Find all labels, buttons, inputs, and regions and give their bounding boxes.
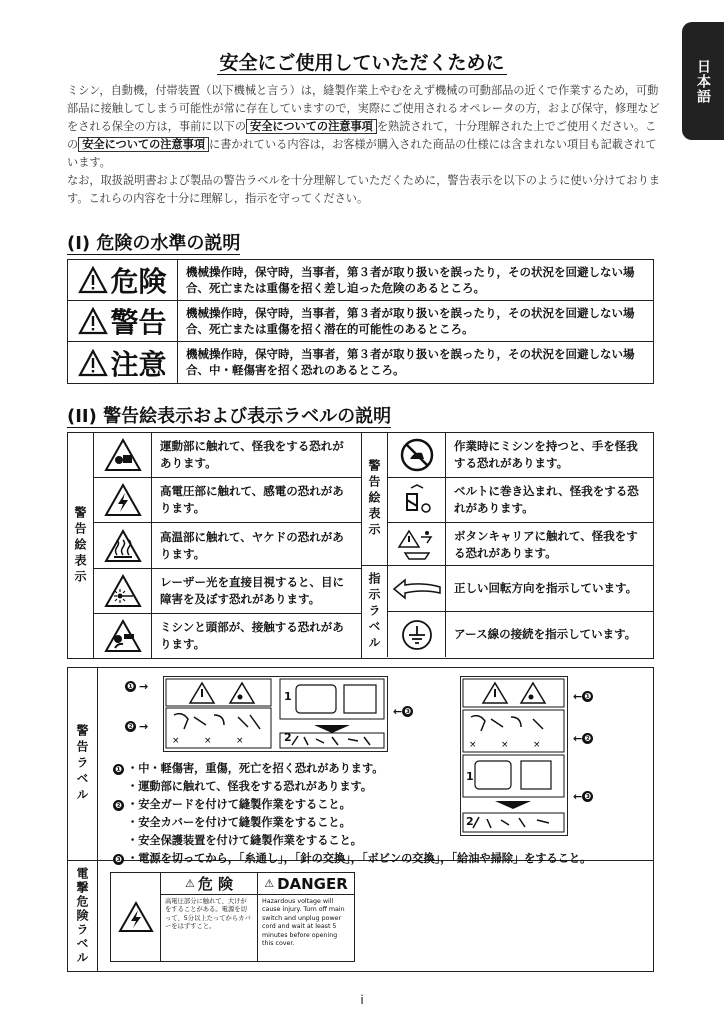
step-2-left: 2 bbox=[284, 731, 292, 744]
pictogram-row: 運動部に触れて、怪我をする恐れがあります。 bbox=[94, 433, 361, 478]
ground-icon bbox=[400, 618, 434, 652]
pictogram-category-label: 指示ラベル bbox=[362, 566, 388, 657]
danger-level-row bbox=[68, 260, 653, 301]
step-1-left: 1 bbox=[284, 690, 292, 703]
note-2-sub-1: ・安全カバーを付けて縫製作業をすること。 bbox=[127, 816, 351, 829]
safety-notes-box: 安全についての注意事項 bbox=[246, 119, 377, 134]
pictogram-row: ベルトに巻き込まれ、怪我をする恐れがあります。 bbox=[388, 478, 653, 523]
callout-1-right: ← ❶ bbox=[573, 690, 596, 703]
danger-level-text: 機械操作時，保守時，当事者，第３者が取り扱いを誤ったり，その状況を回避しない場合、死亡または重傷を招く潜在的可能性のあるところ。 bbox=[186, 306, 635, 336]
hot-surface-icon bbox=[103, 528, 143, 564]
warning-label-notes bbox=[113, 760, 591, 868]
pictogram-row: 高電圧部に触れて、感電の恐れがあります。 bbox=[94, 478, 361, 523]
pictogram-row: 高温部に触れて、ヤケドの恐れがあります。 bbox=[94, 523, 361, 568]
svg-text:×: × bbox=[204, 736, 212, 746]
pictogram-row: ミシンと頭部が、接触する恐れがあります。 bbox=[94, 614, 361, 658]
danger-level-label: 注意 bbox=[110, 347, 167, 381]
svg-text:×: × bbox=[172, 736, 180, 746]
rotation-arrow-icon bbox=[391, 576, 443, 602]
pictogram-row: 作業時にミシンを持つと、手を怪我する恐れがあります。 bbox=[388, 433, 653, 478]
section-1-heading: (I) 危険の水準の説明 bbox=[67, 233, 241, 254]
warning-triangle-icon bbox=[78, 266, 108, 294]
pictogram-category-label: 警告絵表示 bbox=[362, 433, 388, 565]
pictogram-table bbox=[67, 432, 654, 659]
pictogram-row: レーザー光を直接目視すると、目に障害を及ぼす恐れがあります。 bbox=[94, 569, 361, 614]
no-carry-icon bbox=[399, 437, 435, 473]
danger-level-label: 警告 bbox=[110, 306, 167, 339]
safety-notes-box: 安全についての注意事項 bbox=[78, 137, 209, 152]
note-3: ❸ ・電源を切ってから，「糸通し」，「針の交換」，「ボビンの交換」，「給油や掃除」をすること。 bbox=[113, 850, 591, 868]
danger-level-text: 機械操作時，保守時，当事者，第３者が取り扱いを誤ったり，その状況を回避しない場合、中・軽傷害を招く恐れのあるところ。 bbox=[186, 347, 635, 377]
danger-en-heading: DANGER bbox=[277, 874, 348, 893]
high-voltage-icon bbox=[117, 900, 155, 934]
warning-label-drawing-left bbox=[163, 676, 388, 752]
electric-shock-label: ⚠ 危 険 高電圧部分に触れて、大けがをすることがある。電源を切って、5分以上たってからカバーをはずすこと。 ⚠ DANGER Hazardous voltage will cause injury. Turn off main switch and unplug power cord and wait at least 5 minutes before opening this cover. bbox=[110, 872, 355, 962]
svg-text:×: × bbox=[469, 740, 477, 750]
warning-triangle-icon bbox=[78, 349, 108, 377]
danger-level-table bbox=[67, 259, 654, 384]
svg-text:×: × bbox=[533, 740, 541, 750]
note-2: ❷ ・安全ガードを付けて縫製作業をすること。 bbox=[113, 796, 591, 814]
callout-2-right: ← ❷ bbox=[573, 732, 596, 745]
danger-en-body: Hazardous voltage will cause injury. Turn off main switch and unplug power cord and wait at least 5 minutes before opening this cover. bbox=[262, 898, 345, 948]
danger-jp-body: 高電圧部分に触れて、大けがをすることがある。電源を切って、5分以上たってからカバーをはずすこと。 bbox=[165, 898, 251, 931]
high-voltage-icon bbox=[103, 482, 143, 518]
svg-text:×: × bbox=[236, 736, 244, 746]
warning-triangle-icon bbox=[78, 307, 108, 335]
section-2-heading: (II) 警告絵表示および表示ラベルの説明 bbox=[67, 406, 392, 427]
language-tab[interactable]: 日本語 bbox=[682, 22, 724, 140]
step-1-right: 1 bbox=[466, 770, 474, 783]
pictogram-row: 正しい回転方向を指示しています。 bbox=[388, 566, 653, 612]
danger-level-row bbox=[68, 301, 653, 342]
step-2-right: 2 bbox=[466, 815, 474, 828]
page-number: i bbox=[360, 993, 364, 1007]
callout-2-left: ❷ → bbox=[125, 720, 148, 733]
danger-level-label: 危険 bbox=[110, 265, 167, 298]
danger-jp-heading: 危 険 bbox=[197, 875, 234, 893]
warning-label-icons bbox=[164, 677, 386, 750]
note-2-sub-2: ・安全保護装置を付けて縫製作業をすること。 bbox=[127, 834, 362, 847]
callout-3-left: ← ❸ bbox=[393, 705, 416, 718]
laser-icon bbox=[103, 573, 143, 609]
danger-level-text: 機械操作時，保守時，当事者，第３者が取り扱いを誤ったり，その状況を回避しない場合、死亡または重傷を招く差し迫った危険のあるところ。 bbox=[186, 265, 635, 295]
callout-3-right: ← ❸ bbox=[573, 790, 596, 803]
intro-text: ミシン，自動機，付帯装置（以下機械と言う）は，縫製作業上やむをえず機械の可動部品の近くで作業するため，可動部品に接触してしまう可能性が常に存在していますので，実際にご使用されるオペレータの方，および保守，修理などをされる保全の方は，事前に以下の 安全についての注意事項 を熟読されて，十分理解された上でご使用ください。この 安全についての注意事項 に書かれている内容は，お客様が購入された商品の仕様には含まれない項目も記載されています。 なお，取扱説明書および製品の警告ラベルを十分理解していただくために，警告表示を以下のように使い分けております。これらの内容を十分に理解し，指示を守ってください。 bbox=[67, 84, 660, 205]
belt-icon bbox=[399, 482, 435, 518]
svg-text:×: × bbox=[501, 740, 509, 750]
danger-level-row bbox=[68, 342, 653, 383]
warning-label-category: 警告ラベル bbox=[68, 668, 98, 860]
pictogram-row: ボタンキャリアに触れて、怪我をする恐れがあります。 bbox=[388, 523, 653, 567]
electric-label-category: 電撃危険ラベル bbox=[68, 860, 98, 971]
pictogram-category-label: 警告絵表示 bbox=[68, 433, 94, 658]
note-1: ❶ ・中・軽傷害，重傷，死亡を招く恐れがあります。 bbox=[113, 760, 591, 778]
pictogram-row: アース線の接続を指示しています。 bbox=[388, 612, 653, 657]
note-1-sub: ・運動部に触れて、怪我をする恐れがあります。 bbox=[127, 780, 373, 793]
head-contact-icon bbox=[103, 618, 143, 654]
page-title: 安全にご使用していただくために bbox=[219, 52, 505, 74]
callout-1-left: ❶ → bbox=[125, 680, 148, 693]
button-carrier-icon bbox=[397, 527, 437, 563]
moving-parts-icon bbox=[103, 437, 143, 473]
